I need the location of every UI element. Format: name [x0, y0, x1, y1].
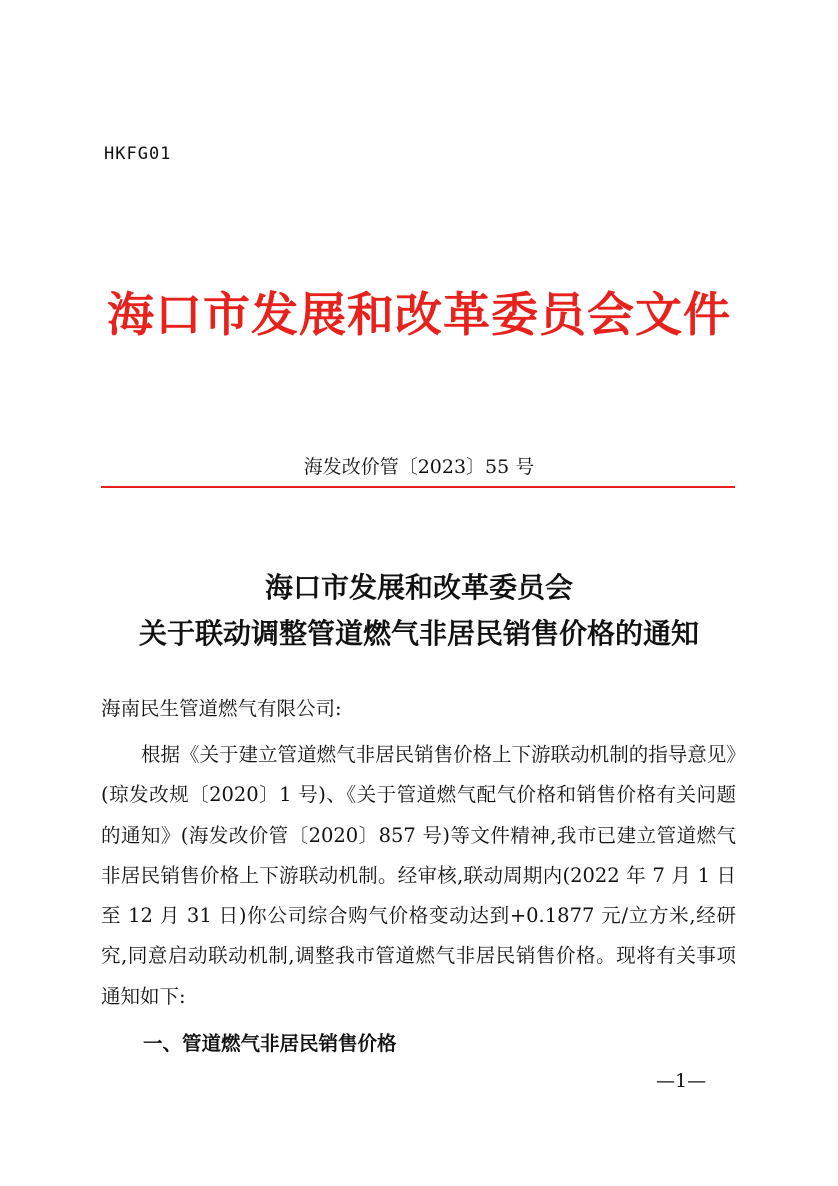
notice-title-line-1: 海口市发展和改革委员会: [264, 571, 573, 604]
red-divider-line: [101, 486, 735, 488]
notice-title-line-2: 关于联动调整管道燃气非居民销售价格的通知: [138, 617, 699, 650]
addressee: 海南民生管道燃气有限公司:: [101, 697, 342, 720]
page-number: —1—: [656, 1070, 707, 1092]
document-code: HKFG01: [104, 144, 172, 164]
issuing-authority-header: 海口市发展和改革委员会文件: [107, 288, 731, 343]
body-paragraph: 根据《关于建立管道燃气非居民销售价格上下游联动机制的指导意见》(琼发改规〔2020〕1 号)、《关于管道燃气配气价格和销售价格有关问题的通知》(海发改价管〔2020〕857 号)等文件精神,我市已建立管道燃气非居民销售价格上下游联动机制。经审核,联动周期内(2022 年 7 月 1 日至 12 月 31 日)你公司综合购气价格变动达到+0.1877 元/立方米,经研究,同意启动联动机制,调整我市管道燃气非居民销售价格。现将有关事项通知如下:: [101, 743, 736, 1008]
section-heading: 一、管道燃气非居民销售价格: [143, 1032, 397, 1055]
document-number: 海发改价管〔2023〕55 号: [303, 456, 535, 478]
